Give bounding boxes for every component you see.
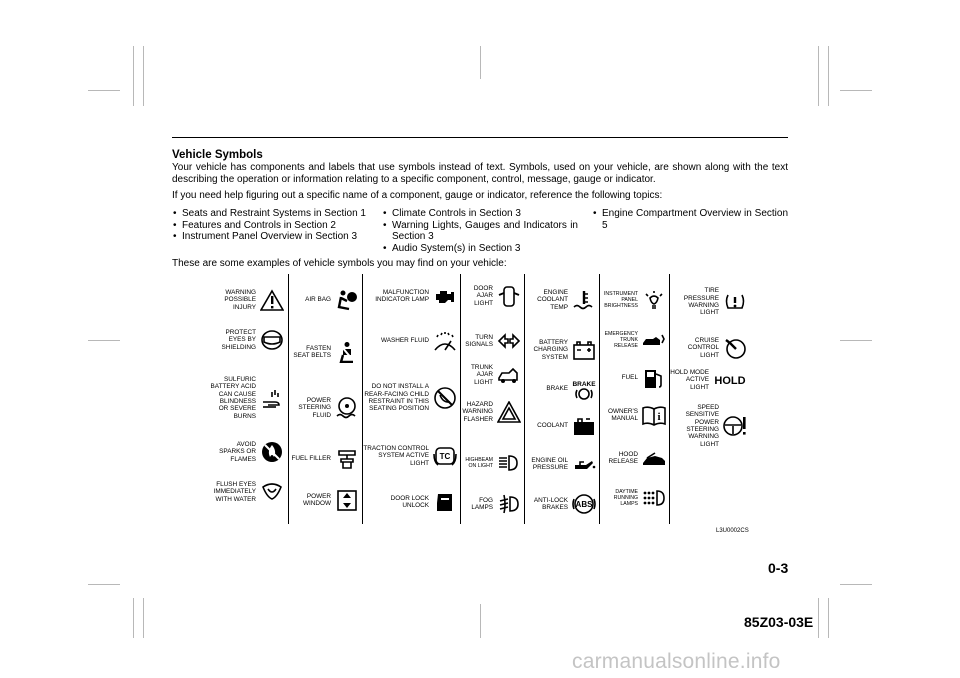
symbol-label: BRAKE xyxy=(546,385,568,393)
hood-release-icon xyxy=(641,446,667,470)
crop-mark xyxy=(143,46,144,106)
symbol-column xyxy=(669,274,751,524)
symbol-label: DO NOT INSTALL A REAR-FACING CHILD RESTRAINT IN THIS SEATING POSITION xyxy=(364,383,429,413)
symbol-label: EMERGENCY TRUNK RELEASE xyxy=(604,330,638,350)
symbol-label: WARNING POSSIBLE INJURY xyxy=(224,289,256,311)
topic-item: • Seats and Restraint Systems in Section 1 xyxy=(172,208,368,220)
symbol-entry xyxy=(210,282,288,318)
symbol-label: HOOD RELEASE xyxy=(608,450,638,465)
symbol-entry xyxy=(210,376,288,420)
acid-hand-icon xyxy=(259,386,285,410)
battery-icon xyxy=(571,338,597,362)
symbol-label: PROTECT EYES BY SHIELDING xyxy=(221,329,256,351)
symbol-entry xyxy=(363,438,461,474)
crop-mark xyxy=(88,90,120,91)
symbol-label: TRUNK AJAR LIGHT xyxy=(470,364,493,386)
symbol-label: AVOID SPARKS OR FLAMES xyxy=(219,441,256,463)
help-paragraph: If you need help figuring out a specific name of a component, gauge or indicator, reference the following topics: xyxy=(172,190,663,201)
door-ajar-icon xyxy=(496,284,522,308)
figure-code: L3U0002CS xyxy=(716,528,749,534)
symbol-entry xyxy=(600,282,670,318)
symbol-entry xyxy=(525,408,600,444)
brake-icon xyxy=(571,377,597,401)
topic-item: • Warning Lights, Gauges and Indicators in Section 3 xyxy=(382,220,578,243)
symbol-label: FASTEN SEAT BELTS xyxy=(293,344,331,359)
symbol-entry xyxy=(210,434,288,470)
symbol-entry xyxy=(210,474,288,510)
manual-icon xyxy=(641,403,667,427)
topic-column xyxy=(172,208,368,254)
symbol-label: FLUSH EYES IMMEDIATELY WITH WATER xyxy=(213,481,256,503)
crop-mark xyxy=(133,598,134,638)
steering-warning-icon xyxy=(722,414,748,438)
topic-column xyxy=(592,208,788,254)
cruise-icon xyxy=(722,336,748,360)
examples-paragraph: These are some examples of vehicle symbols you may find on your vehicle: xyxy=(172,258,507,269)
watermark: carmanualsonline.info xyxy=(572,650,781,673)
symbol-label: POWER STEERING FLUID xyxy=(298,397,331,419)
symbol-entry xyxy=(525,332,600,368)
symbol-text: TC xyxy=(439,452,451,461)
topic-item: • Engine Compartment Overview in Section 5 xyxy=(592,208,788,231)
symbol-entry xyxy=(525,446,600,482)
symbol-label: MALFUNCTION INDICATOR LAMP xyxy=(375,288,429,303)
crop-mark xyxy=(88,584,120,585)
power-steering-icon xyxy=(334,396,360,420)
fuel-filler-icon xyxy=(334,447,360,471)
symbol-entry xyxy=(363,484,461,520)
document-code: 85Z03-03E xyxy=(744,614,814,630)
symbol-label: CRUISE CONTROL LIGHT xyxy=(687,337,719,359)
symbol-entry xyxy=(363,380,461,416)
topic-item: • Features and Controls in Section 2 xyxy=(172,220,368,232)
symbol-entry xyxy=(670,284,751,320)
symbol-column xyxy=(288,274,363,524)
symbol-label: SULFURIC BATTERY ACID CAN CAUSE BLINDNESS OR SEVERE BURNS xyxy=(210,376,256,420)
crop-mark xyxy=(840,340,872,341)
intro-paragraph: Your vehicle has components and labels that use symbols instead of text. Symbols, used on your vehicle, are shown along with the text describing the operation or information relating to a specific component, control, message, gauge or indicator. xyxy=(172,162,788,185)
symbol-label: BATTERY CHARGING SYSTEM xyxy=(533,339,568,361)
symbol-label: ENGINE OIL PRESSURE xyxy=(531,456,568,471)
symbol-label: HOLD MODE ACTIVE LIGHT xyxy=(670,369,709,391)
hazard-icon xyxy=(496,400,522,424)
seatbelt-icon xyxy=(334,340,360,364)
crop-mark xyxy=(828,46,829,106)
crop-mark xyxy=(480,604,481,638)
topic-column xyxy=(382,208,578,254)
symbol-entry xyxy=(461,323,525,359)
symbol-entry xyxy=(600,480,670,516)
symbol-entry xyxy=(289,482,363,518)
symbol-entry xyxy=(670,330,751,366)
symbol-text: BRAKE xyxy=(572,381,596,388)
symbol-column xyxy=(599,274,670,524)
symbol-text: HOLD xyxy=(714,375,746,387)
symbol-label: FUEL FILLER xyxy=(291,455,331,463)
page-content xyxy=(172,149,788,274)
symbol-entry xyxy=(525,486,600,522)
no-child-seat-icon xyxy=(432,386,458,410)
symbol-entry xyxy=(525,282,600,318)
symbol-label: DOOR LOCK UNLOCK xyxy=(390,494,429,509)
symbol-entry xyxy=(210,322,288,358)
oil-can-icon xyxy=(571,452,597,476)
symbol-label: TIRE PRESSURE WARNING LIGHT xyxy=(683,287,719,317)
symbol-label: TRACTION CONTROL SYSTEM ACTIVE LIGHT xyxy=(363,445,429,467)
fuel-pump-icon xyxy=(641,366,667,390)
no-flame-icon xyxy=(259,440,285,464)
symbol-entry xyxy=(289,441,363,477)
crop-mark xyxy=(88,340,120,341)
symbol-entry xyxy=(600,360,670,396)
airbag-icon xyxy=(334,288,360,312)
crop-mark xyxy=(818,598,819,638)
symbol-label: HIGHBEAM ON LIGHT xyxy=(465,456,493,469)
page-number: 0-3 xyxy=(768,560,789,576)
symbol-label: WASHER FLUID xyxy=(380,337,429,345)
crop-mark xyxy=(840,90,872,91)
fog-lamp-icon xyxy=(496,492,522,516)
tire-pressure-icon xyxy=(722,290,748,314)
symbol-label: FUEL xyxy=(621,374,638,382)
goggles-icon xyxy=(259,328,285,352)
hold-icon xyxy=(712,368,748,392)
topic-item: • Climate Controls in Section 3 xyxy=(382,208,578,220)
drl-icon xyxy=(641,486,667,510)
symbol-label: POWER WINDOW xyxy=(302,492,331,507)
symbol-entry xyxy=(461,486,525,522)
section-title: Vehicle Symbols xyxy=(172,149,263,161)
symbol-entry xyxy=(600,440,670,476)
symbol-label: COOLANT xyxy=(537,422,568,430)
symbol-label: FOG LAMPS xyxy=(471,496,493,511)
symbol-label: ANTI-LOCK BRAKES xyxy=(533,496,568,511)
trunk-ajar-icon xyxy=(496,363,522,387)
warning-triangle-icon xyxy=(259,288,285,312)
symbol-column xyxy=(362,274,461,524)
turn-signal-icon xyxy=(496,329,522,353)
crop-mark xyxy=(828,598,829,638)
symbol-entry xyxy=(600,322,670,358)
washer-icon xyxy=(432,329,458,353)
topic-item: • Instrument Panel Overview in Section 3 xyxy=(172,231,368,243)
symbol-text: ABS xyxy=(575,500,593,509)
traction-control-icon xyxy=(432,444,458,468)
symbol-entry xyxy=(289,390,363,426)
symbol-column xyxy=(524,274,600,524)
coolant-icon xyxy=(571,414,597,438)
trunk-release-icon xyxy=(641,328,667,352)
brightness-icon xyxy=(641,288,667,312)
symbol-entry xyxy=(670,404,751,448)
topic-item: • Audio System(s) in Section 3 xyxy=(382,243,578,255)
power-window-icon xyxy=(334,488,360,512)
symbol-label: DOOR AJAR LIGHT xyxy=(473,285,493,307)
symbol-label: SPEED SENSITIVE POWER STEERING WARNING LIGHT xyxy=(685,404,719,448)
topic-list xyxy=(172,208,788,254)
symbol-entry xyxy=(600,397,670,433)
crop-mark xyxy=(840,584,872,585)
symbol-column xyxy=(460,274,525,524)
highbeam-icon xyxy=(496,451,522,475)
symbol-entry xyxy=(461,278,525,314)
symbol-column xyxy=(210,274,288,524)
eye-wash-icon xyxy=(259,480,285,504)
crop-mark xyxy=(480,46,481,79)
symbol-label: HAZARD WARNING FLASHER xyxy=(462,401,493,423)
door-lock-icon xyxy=(432,490,458,514)
symbol-label: DAYTIME RUNNING LAMPS xyxy=(613,488,638,508)
symbol-entry xyxy=(461,394,525,430)
symbol-entry xyxy=(461,357,525,393)
symbol-entry xyxy=(525,371,600,407)
symbol-entry xyxy=(289,334,363,370)
header-rule xyxy=(172,137,788,138)
crop-mark xyxy=(143,598,144,638)
symbol-entry xyxy=(289,282,363,318)
engine-icon xyxy=(432,284,458,308)
symbol-label: INSTRUMENT PANEL BRIGHTNESS xyxy=(603,290,638,310)
symbol-label: AIR BAG xyxy=(305,296,331,304)
symbol-label: OWNER'S MANUAL xyxy=(608,407,638,422)
symbol-entry xyxy=(670,362,751,398)
symbols-figure xyxy=(210,274,750,524)
crop-mark xyxy=(818,46,819,106)
symbol-entry xyxy=(363,278,461,314)
crop-mark xyxy=(133,46,134,106)
symbol-label: ENGINE COOLANT TEMP xyxy=(537,289,568,311)
svg-text:i: i xyxy=(657,411,661,423)
coolant-temp-icon xyxy=(571,288,597,312)
symbol-label: TURN SIGNALS xyxy=(465,333,493,348)
symbol-entry xyxy=(461,445,525,481)
symbol-entry xyxy=(363,323,461,359)
abs-icon xyxy=(571,492,597,516)
